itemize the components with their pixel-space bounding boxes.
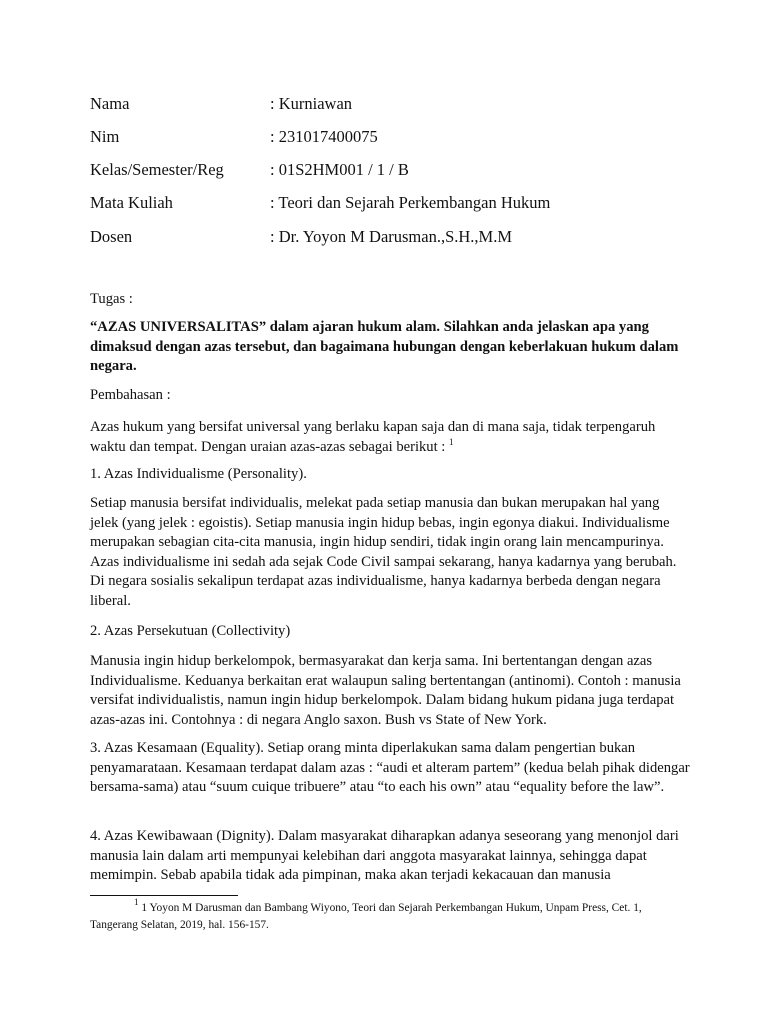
footnote (90, 897, 690, 934)
identity-label: Dosen (90, 227, 133, 246)
footnote-reference[interactable]: 1 (449, 436, 454, 447)
identity-value: : Dr. Yoyon M Darusman.,S.H.,M.M (270, 227, 513, 246)
identity-label: Nim (90, 127, 120, 146)
identity-value: : Kurniawan (270, 94, 353, 113)
intro-text: Azas hukum yang bersifat universal yang berlaku kapan saja dan di mana saja, tidak terpengaruh waktu dan tempat. Dengan uraian azas-azas sebagai berikut : (90, 419, 656, 455)
discussion-heading: Pembahasan : (90, 387, 171, 403)
footnote-marker: 1 (134, 897, 139, 907)
discussion-intro (90, 418, 690, 457)
task-question: “AZAS UNIVERSALITAS” dalam ajaran hukum alam. Silahkan anda jelaskan apa yang dimaksud dengan azas tersebut, dan bagaimana hubungan dengan keberlakuan hukum dalam negara. (90, 319, 679, 374)
identity-label: Kelas/Semester/Reg (90, 160, 224, 179)
footnote-separator (90, 895, 238, 896)
point-4: 4. Azas Kewibawaan (Dignity). Dalam masyarakat diharapkan adanya seseorang yang menonjol dari manusia lain dalam arti mempunyai kelebihan dari anggota masyarakat lainnya, sehingga dapat memimpin. Sebab apabila tidak ada pimpinan, maka akan terjadi kekacauan dan manusia (90, 828, 679, 883)
point-3: 3. Azas Kesamaan (Equality). Setiap orang minta diperlakukan sama dalam pengertian bukan penyamarataan. Kesamaan terdapat dalam azas : “audi et alteram partem” (kedua belah pihak didengar bersama-sama) atau “suum cuique tribuere” atau “to each his own” atau “equality before the law”. (90, 740, 690, 795)
point-2-title: 2. Azas Persekutuan (Collectivity) (90, 623, 291, 639)
point-1-body: Setiap manusia bersifat individualis, melekat pada setiap manusia dan bukan merupakan hal yang jelek (yang jelek : egoistis). Setiap manusia ingin hidup bebas, ingin egonya diakui. Individualisme merupakan sebagian cita-cita manusia, ingin hidup sendiri, tidak ingin orang lain mencampurinya. Azas individualisme ini sedah ada sejak Code Civil sampai sekarang, hanya kadarnya yang berubah. Di negara sosialis sekalipun terdapat azas individualisme, hanya kadarnya berbeda dengan negara liberal. (90, 495, 677, 609)
identity-label: Mata Kuliah (90, 193, 173, 212)
identity-value: : 231017400075 (270, 127, 378, 146)
point-2-body: Manusia ingin hidup berkelompok, bermasyarakat dan kerja sama. Ini bertentangan dengan azas Individualisme. Keduanya berkaitan erat walaupun saling bertentangan (antinomi). Contoh : manusia versifat individualistis, namun ingin hidup berkelompok. Dalam bidang hukum pidana juga terdapat azas-azas ini. Contohnya : di negara Anglo saxon. Bush vs State of New York. (90, 653, 681, 728)
point-1-title: 1. Azas Individualisme (Personality). (90, 466, 307, 482)
task-heading: Tugas : (90, 291, 133, 307)
identity-value: : 01S2HM001 / 1 / B (270, 160, 409, 179)
identity-value: : Teori dan Sejarah Perkembangan Hukum (270, 193, 551, 212)
identity-label: Nama (90, 94, 130, 113)
footnote-text: 1 Yoyon M Darusman dan Bambang Wiyono, Teori dan Sejarah Perkembangan Hukum, Unpam Press, Cet. 1, Tangerang Selatan, 2019, hal. 156-157. (90, 902, 642, 931)
